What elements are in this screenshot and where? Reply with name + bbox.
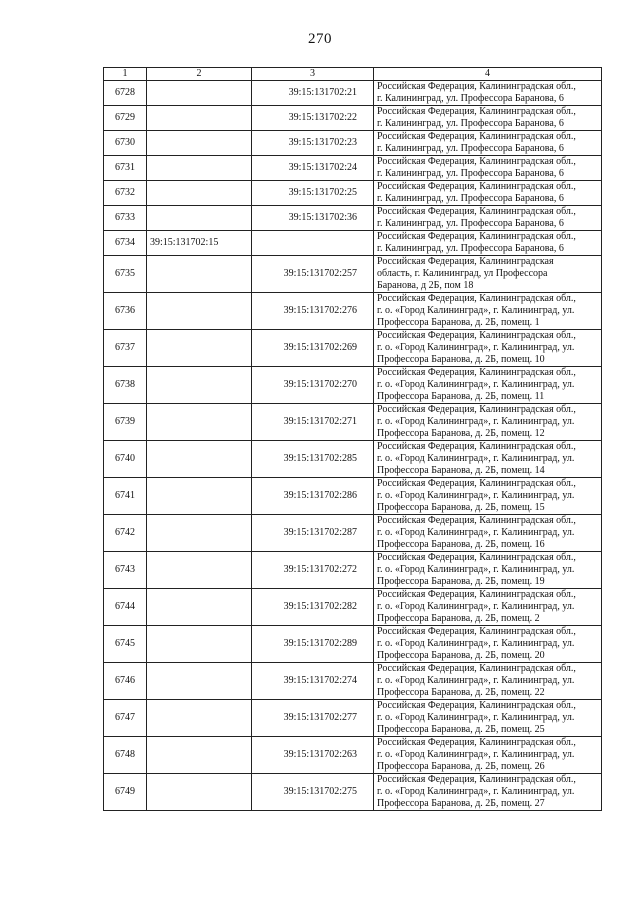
address-line: г. о. «Город Калининград», г. Калининград, ул.	[377, 786, 575, 797]
parent-cadastral-number	[147, 181, 252, 206]
cadastral-number: 39:15:131702:22	[252, 106, 374, 131]
row-number: 6728	[104, 81, 147, 106]
address-line: г. Калининград, ул. Профессора Баранова, 6	[377, 193, 564, 204]
address-line: г. о. «Город Калининград», г. Калининград, ул.	[377, 342, 575, 353]
row-number: 6735	[104, 256, 147, 293]
cadastral-number: 39:15:131702:36	[252, 206, 374, 231]
row-number: 6737	[104, 330, 147, 367]
address-line: Российская Федерация, Калининградская обл.,	[377, 181, 576, 192]
table-row	[104, 737, 602, 774]
address-cell	[374, 181, 602, 206]
address-cell	[374, 293, 602, 330]
cadastral-number: 39:15:131702:23	[252, 131, 374, 156]
table-row	[104, 330, 602, 367]
address-line: Российская Федерация, Калининградская обл.,	[377, 515, 576, 526]
address-line: г. о. «Город Калининград», г. Калининград, ул.	[377, 527, 575, 538]
address-cell	[374, 231, 602, 256]
parent-cadastral-number	[147, 367, 252, 404]
row-number: 6738	[104, 367, 147, 404]
cadastral-number: 39:15:131702:270	[252, 367, 374, 404]
parent-cadastral-number	[147, 293, 252, 330]
address-cell	[374, 131, 602, 156]
address-cell	[374, 330, 602, 367]
table-row	[104, 663, 602, 700]
table-row	[104, 626, 602, 663]
table-row	[104, 441, 602, 478]
address-line: Профессора Баранова, д. 2Б, помещ. 22	[377, 687, 545, 698]
parent-cadastral-number	[147, 478, 252, 515]
table-row	[104, 774, 602, 811]
header-row	[104, 68, 602, 81]
cadastral-number: 39:15:131702:25	[252, 181, 374, 206]
table-row	[104, 106, 602, 131]
row-number: 6747	[104, 700, 147, 737]
row-number: 6732	[104, 181, 147, 206]
row-number: 6746	[104, 663, 147, 700]
address-line: г. о. «Город Калининград», г. Калининград, ул.	[377, 749, 575, 760]
address-line: г. Калининград, ул. Профессора Баранова, 6	[377, 168, 564, 179]
row-number: 6741	[104, 478, 147, 515]
cadastral-number: 39:15:131702:21	[252, 81, 374, 106]
cadastral-number: 39:15:131702:274	[252, 663, 374, 700]
row-number: 6744	[104, 589, 147, 626]
address-line: г. Калининград, ул. Профессора Баранова, 6	[377, 118, 564, 129]
address-line: г. Калининград, ул. Профессора Баранова, 6	[377, 93, 564, 104]
address-line: г. о. «Город Калининград», г. Калининград, ул.	[377, 675, 575, 686]
address-line: Российская Федерация, Калининградская обл.,	[377, 478, 576, 489]
cadastral-number: 39:15:131702:257	[252, 256, 374, 293]
column-header-2: 2	[147, 68, 252, 81]
address-line: Российская Федерация, Калининградская обл.,	[377, 293, 576, 304]
cadastral-number: 39:15:131702:289	[252, 626, 374, 663]
address-cell	[374, 206, 602, 231]
address-cell	[374, 515, 602, 552]
address-line: Профессора Баранова, д. 2Б, помещ. 11	[377, 391, 545, 402]
cadastral-number: 39:15:131702:287	[252, 515, 374, 552]
cadastral-number: 39:15:131702:276	[252, 293, 374, 330]
cadastral-number: 39:15:131702:285	[252, 441, 374, 478]
cadastral-number	[252, 231, 374, 256]
parent-cadastral-number	[147, 330, 252, 367]
cadastral-number: 39:15:131702:271	[252, 404, 374, 441]
parent-cadastral-number	[147, 404, 252, 441]
parent-cadastral-number	[147, 106, 252, 131]
address-line: г. о. «Город Калининград», г. Калининград, ул.	[377, 453, 575, 464]
address-cell	[374, 552, 602, 589]
parent-cadastral-number	[147, 774, 252, 811]
parent-cadastral-number	[147, 131, 252, 156]
parent-cadastral-number	[147, 663, 252, 700]
table-row	[104, 256, 602, 293]
parent-cadastral-number	[147, 81, 252, 106]
address-line: Профессора Баранова, д. 2Б, помещ. 14	[377, 465, 545, 476]
address-line: г. о. «Город Калининград», г. Калининград, ул.	[377, 564, 575, 575]
address-cell	[374, 589, 602, 626]
cadastral-number: 39:15:131702:263	[252, 737, 374, 774]
address-cell	[374, 106, 602, 131]
address-line: Российская Федерация, Калининградская обл.,	[377, 663, 576, 674]
address-line: г. о. «Город Калининград», г. Калининград, ул.	[377, 638, 575, 649]
table-row	[104, 231, 602, 256]
table-row	[104, 293, 602, 330]
row-number: 6739	[104, 404, 147, 441]
row-number: 6743	[104, 552, 147, 589]
address-line: Российская Федерация, Калининградская обл.,	[377, 367, 576, 378]
address-line: г. Калининград, ул. Профессора Баранова, 6	[377, 243, 564, 254]
address-line: Российская Федерация, Калининградская обл.,	[377, 700, 576, 711]
parent-cadastral-number	[147, 256, 252, 293]
row-number: 6730	[104, 131, 147, 156]
address-line: Профессора Баранова, д. 2Б, помещ. 16	[377, 539, 545, 550]
address-line: Российская Федерация, Калининградская обл.,	[377, 231, 576, 242]
table-row	[104, 367, 602, 404]
parent-cadastral-number	[147, 626, 252, 663]
cadastral-number: 39:15:131702:272	[252, 552, 374, 589]
parent-cadastral-number	[147, 737, 252, 774]
parent-cadastral-number	[147, 206, 252, 231]
address-line: Российская Федерация, Калининградская обл.,	[377, 81, 576, 92]
address-line: Российская Федерация, Калининградская обл.,	[377, 330, 576, 341]
address-line: г. Калининград, ул. Профессора Баранова, 6	[377, 218, 564, 229]
parent-cadastral-number	[147, 700, 252, 737]
address-line: Российская Федерация, Калининградская обл.,	[377, 441, 576, 452]
address-line: г. о. «Город Калининград», г. Калининград, ул.	[377, 601, 575, 612]
cadastral-number: 39:15:131702:282	[252, 589, 374, 626]
address-line: Российская Федерация, Калининградская	[377, 256, 554, 267]
table-row	[104, 131, 602, 156]
address-cell	[374, 774, 602, 811]
table-row	[104, 515, 602, 552]
cadastral-number: 39:15:131702:275	[252, 774, 374, 811]
address-line: Российская Федерация, Калининградская обл.,	[377, 737, 576, 748]
address-line: Профессора Баранова, д. 2Б, помещ. 1	[377, 317, 540, 328]
address-line: Российская Федерация, Калининградская обл.,	[377, 626, 576, 637]
address-line: Российская Федерация, Калининградская обл.,	[377, 774, 576, 785]
address-line: Российская Федерация, Калининградская обл.,	[377, 131, 576, 142]
row-number: 6748	[104, 737, 147, 774]
address-line: Профессора Баранова, д. 2Б, помещ. 19	[377, 576, 545, 587]
cadastral-number: 39:15:131702:24	[252, 156, 374, 181]
parent-cadastral-number	[147, 156, 252, 181]
cadastral-number: 39:15:131702:269	[252, 330, 374, 367]
address-line: Российская Федерация, Калининградская обл.,	[377, 404, 576, 415]
address-line: Профессора Баранова, д. 2Б, помещ. 15	[377, 502, 545, 513]
address-line: Профессора Баранова, д. 2Б, помещ. 2	[377, 613, 540, 624]
column-header-1: 1	[104, 68, 147, 81]
cadastral-number: 39:15:131702:286	[252, 478, 374, 515]
address-line: г. о. «Город Калининград», г. Калининград, ул.	[377, 416, 575, 427]
row-number: 6742	[104, 515, 147, 552]
parent-cadastral-number	[147, 552, 252, 589]
address-line: Профессора Баранова, д. 2Б, помещ. 20	[377, 650, 545, 661]
address-line: г. Калининград, ул. Профессора Баранова, 6	[377, 143, 564, 154]
row-number: 6733	[104, 206, 147, 231]
registry-table	[103, 67, 602, 811]
address-line: г. о. «Город Калининград», г. Калининград, ул.	[377, 305, 575, 316]
column-header-4: 4	[374, 68, 602, 81]
parent-cadastral-number: 39:15:131702:15	[147, 231, 252, 256]
table-body	[104, 81, 602, 811]
address-cell	[374, 441, 602, 478]
cadastral-number: 39:15:131702:277	[252, 700, 374, 737]
address-cell	[374, 256, 602, 293]
address-cell	[374, 700, 602, 737]
row-number: 6740	[104, 441, 147, 478]
row-number: 6749	[104, 774, 147, 811]
address-cell	[374, 663, 602, 700]
address-line: Российская Федерация, Калининградская обл.,	[377, 156, 576, 167]
parent-cadastral-number	[147, 441, 252, 478]
address-cell	[374, 156, 602, 181]
table-row	[104, 552, 602, 589]
address-line: Профессора Баранова, д. 2Б, помещ. 10	[377, 354, 545, 365]
parent-cadastral-number	[147, 589, 252, 626]
table-row	[104, 181, 602, 206]
address-line: Российская Федерация, Калининградская обл.,	[377, 589, 576, 600]
row-number: 6734	[104, 231, 147, 256]
address-line: Профессора Баранова, д. 2Б, помещ. 27	[377, 798, 545, 809]
table-row	[104, 206, 602, 231]
address-cell	[374, 404, 602, 441]
table-row	[104, 478, 602, 515]
address-line: г. о. «Город Калининград», г. Калининград, ул.	[377, 712, 575, 723]
page-number: 270	[308, 31, 332, 47]
row-number: 6745	[104, 626, 147, 663]
table-row	[104, 156, 602, 181]
row-number: 6731	[104, 156, 147, 181]
address-cell	[374, 626, 602, 663]
address-line: Российская Федерация, Калининградская обл.,	[377, 552, 576, 563]
address-line: область, г. Калининград, ул Профессора	[377, 268, 548, 279]
row-number: 6736	[104, 293, 147, 330]
table-row	[104, 404, 602, 441]
address-line: Профессора Баранова, д. 2Б, помещ. 26	[377, 761, 545, 772]
address-cell	[374, 737, 602, 774]
table-row	[104, 81, 602, 106]
address-cell	[374, 81, 602, 106]
address-line: г. о. «Город Калининград», г. Калининград, ул.	[377, 490, 575, 501]
address-cell	[374, 367, 602, 404]
address-line: Российская Федерация, Калининградская обл.,	[377, 206, 576, 217]
address-line: Профессора Баранова, д. 2Б, помещ. 25	[377, 724, 545, 735]
address-line: Профессора Баранова, д. 2Б, помещ. 12	[377, 428, 545, 439]
address-line: Баранова, д 2Б, пом 18	[377, 280, 474, 291]
parent-cadastral-number	[147, 515, 252, 552]
address-line: Российская Федерация, Калининградская обл.,	[377, 106, 576, 117]
column-header-3: 3	[252, 68, 374, 81]
row-number: 6729	[104, 106, 147, 131]
table-row	[104, 700, 602, 737]
address-line: г. о. «Город Калининград», г. Калининград, ул.	[377, 379, 575, 390]
address-cell	[374, 478, 602, 515]
table-row	[104, 589, 602, 626]
